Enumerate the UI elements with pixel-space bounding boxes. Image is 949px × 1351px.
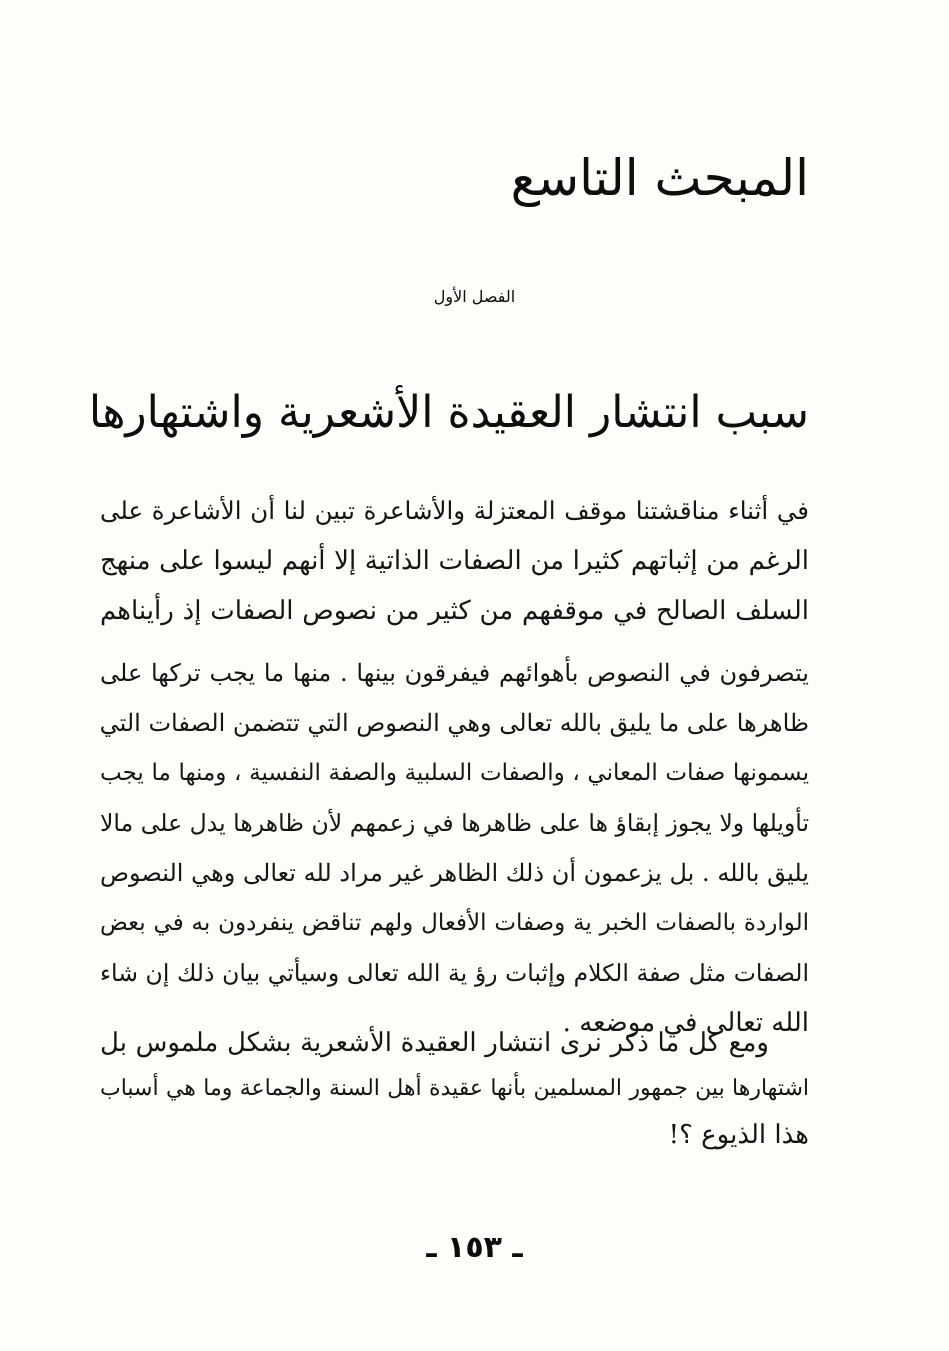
paragraph-line: السلف الصالح في موقفهم من كثير من نصوص الصفات إذ رأيناهم [100, 596, 809, 626]
paragraph-1 [100, 486, 809, 1048]
paragraph-line: ظاهرها على ما يليق بالله تعالى وهي النصوص التي تتضمن الصفات التي [99, 709, 809, 737]
paragraph-line: تأويلها ولا يجوز إبقاؤ ها على ظاهرها في زعمهم لأن ظاهرها يدل على مالا [100, 809, 809, 837]
paragraph-line: الواردة بالصفات الخبر ية وصفات الأفعال ولهم تناقض ينفردون به في بعض [100, 910, 809, 936]
paragraph-line: يليق بالله . بل يزعمون أن ذلك الظاهر غير مراد لله تعالى وهي النصوص [100, 859, 809, 887]
page-title: سبب انتشار العقيدة الأشعرية واشتهارها [88, 387, 809, 438]
paragraph-line: ومع كل ما ذكر نرى انتشار العقيدة الأشعرية بشكل ملموس بل [100, 1028, 769, 1058]
paragraph-line: اشتهارها بين جمهور المسلمين بأنها عقيدة أهل السنة والجماعة وما هي أسباب [100, 1076, 809, 1101]
paragraph-2 [100, 1020, 809, 1158]
section-heading: الفصل الأول [433, 287, 516, 306]
page-number: ـ ١٥٣ ـ [426, 1230, 523, 1265]
paragraph-line: في أثناء مناقشتنا موقف المعتزلة والأشاعرة تبين لنا أن الأشاعرة على [100, 496, 809, 525]
paragraph-line: يتصرفون في النصوص بأهوائهم فيفرقون بينها . منها ما يجب تركها على [100, 659, 809, 687]
paragraph-line: الرغم من إثباتهم كثيرا من الصفات الذاتية إلا أنهم ليسوا على منهج [100, 546, 809, 576]
chapter-heading: المبحث التاسع [510, 149, 809, 207]
paragraph-line: الصفات مثل صفة الكلام وإثبات رؤ ية الله تعالى وسيأتي بيان ذلك إن شاء [100, 959, 809, 987]
paragraph-line: الله تعالى في موضعه . [562, 1008, 809, 1038]
paragraph-line: يسمونها صفات المعاني ، والصفات السلبية والصفة النفسية ، ومنها ما يجب [100, 760, 809, 786]
paragraph-line: هذا الذيوع ؟! [668, 1120, 809, 1150]
